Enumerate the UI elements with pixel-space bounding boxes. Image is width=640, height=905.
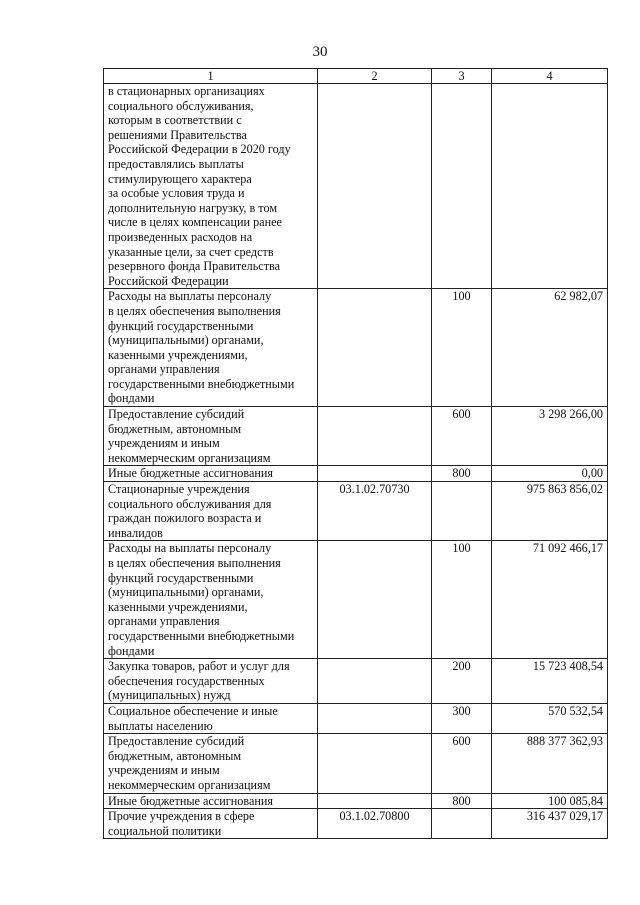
row-amount: 3 298 266,00 bbox=[492, 407, 608, 466]
row-expense-type: 200 bbox=[432, 659, 492, 704]
table-row bbox=[104, 734, 608, 793]
row-expense-type bbox=[432, 482, 492, 541]
row-code bbox=[318, 466, 432, 482]
row-amount bbox=[492, 84, 608, 289]
row-name: Расходы на выплаты персоналу в целях обеспечения выполнения функций государственными (муниципальными) органами, казенными учреждениями, органами управления государственными внебюджетными фондами bbox=[104, 541, 318, 659]
row-name: Расходы на выплаты персоналу в целях обеспечения выполнения функций государственными (муниципальными) органами, казенными учреждениями, органами управления государственными внебюджетными фондами bbox=[104, 289, 318, 407]
row-expense-type: 300 bbox=[432, 703, 492, 733]
row-expense-type bbox=[432, 84, 492, 289]
row-amount: 975 863 856,02 bbox=[492, 482, 608, 541]
row-code bbox=[318, 541, 432, 659]
row-amount: 0,00 bbox=[492, 466, 608, 482]
row-name: Стационарные учреждения социального обслуживания для граждан пожилого возраста и инвалидов bbox=[104, 482, 318, 541]
row-expense-type bbox=[432, 809, 492, 839]
row-name: Предоставление субсидий бюджетным, автономным учреждениям и иным некоммерческим организациям bbox=[104, 734, 318, 793]
row-amount: 888 377 362,93 bbox=[492, 734, 608, 793]
column-header-1: 1 bbox=[104, 69, 318, 84]
row-amount: 100 085,84 bbox=[492, 793, 608, 809]
table-row bbox=[104, 289, 608, 407]
budget-table bbox=[103, 68, 608, 839]
row-expense-type: 800 bbox=[432, 793, 492, 809]
column-header-2: 2 bbox=[318, 69, 432, 84]
row-expense-type: 100 bbox=[432, 541, 492, 659]
table-row bbox=[104, 809, 608, 839]
row-amount: 15 723 408,54 bbox=[492, 659, 608, 704]
row-expense-type: 600 bbox=[432, 734, 492, 793]
row-expense-type: 800 bbox=[432, 466, 492, 482]
table-row bbox=[104, 482, 608, 541]
row-name: Иные бюджетные ассигнования bbox=[104, 466, 318, 482]
row-code: 03.1.02.70730 bbox=[318, 482, 432, 541]
table-header-row bbox=[104, 69, 608, 84]
row-amount: 62 982,07 bbox=[492, 289, 608, 407]
table-row bbox=[104, 793, 608, 809]
page-number: 30 bbox=[312, 44, 328, 60]
row-name: Предоставление субсидий бюджетным, автономным учреждениям и иным некоммерческим организациям bbox=[104, 407, 318, 466]
column-header-3: 3 bbox=[432, 69, 492, 84]
row-amount: 570 532,54 bbox=[492, 703, 608, 733]
row-code bbox=[318, 407, 432, 466]
row-expense-type: 100 bbox=[432, 289, 492, 407]
table-row bbox=[104, 703, 608, 733]
row-code bbox=[318, 793, 432, 809]
table-row bbox=[104, 84, 608, 289]
table-row bbox=[104, 407, 608, 466]
row-name: Прочие учреждения в сфере социальной политики bbox=[104, 809, 318, 839]
row-expense-type: 600 bbox=[432, 407, 492, 466]
row-code: 03.1.02.70800 bbox=[318, 809, 432, 839]
table-row bbox=[104, 541, 608, 659]
column-header-4: 4 bbox=[492, 69, 608, 84]
row-amount: 316 437 029,17 bbox=[492, 809, 608, 839]
row-code bbox=[318, 659, 432, 704]
row-code bbox=[318, 734, 432, 793]
row-amount: 71 092 466,17 bbox=[492, 541, 608, 659]
row-name: Социальное обеспечение и иные выплаты населению bbox=[104, 703, 318, 733]
row-name: в стационарных организациях социального обслуживания, которым в соответствии с решениями Правительства Российской Федерации в 2020 году предоставлялись выплаты стимулирующего характера за особые условия труда и дополнительную нагрузку, в том числе в целях компенсации ранее произведенных расходов на указанные цели, за счет средств резервного фонда Правительства Российской Федерации bbox=[104, 84, 318, 289]
table-row bbox=[104, 466, 608, 482]
table-row bbox=[104, 659, 608, 704]
row-name: Иные бюджетные ассигнования bbox=[104, 793, 318, 809]
row-code bbox=[318, 703, 432, 733]
row-code bbox=[318, 84, 432, 289]
row-code bbox=[318, 289, 432, 407]
row-name: Закупка товаров, работ и услуг для обеспечения государственных (муниципальных) нужд bbox=[104, 659, 318, 704]
